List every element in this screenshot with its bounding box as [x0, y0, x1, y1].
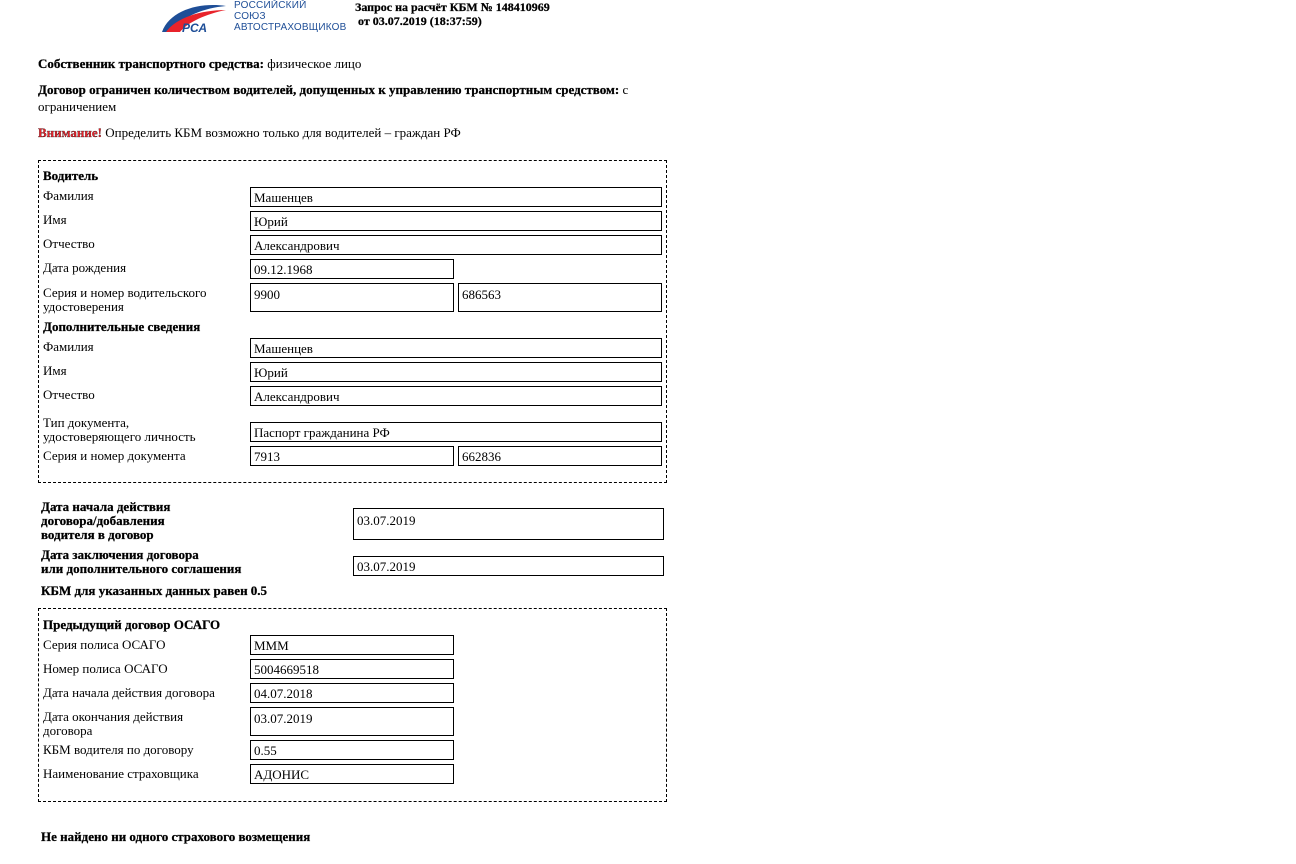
limit-value-part2: ограничением	[38, 99, 117, 114]
previous-end-field: 03.07.2019	[250, 707, 454, 736]
additional-doc-series-field: 7913	[250, 446, 454, 466]
driver-surname-field: Машенцев	[250, 187, 662, 207]
logo-line3: АВТОСТРАХОВЩИКОВ	[234, 22, 347, 33]
previous-number-field: 5004669518	[250, 659, 454, 679]
driver-birth-label: Дата рождения	[43, 260, 127, 275]
additional-surname-field: Машенцев	[250, 338, 662, 358]
contract-start-field: 03.07.2019	[353, 508, 664, 540]
request-number: Запрос на расчёт КБМ № 148410969	[355, 0, 550, 14]
additional-section-title: Дополнительные сведения	[43, 319, 201, 334]
no-compensation-notice: Не найдено ни одного страхового возмещения	[41, 829, 311, 844]
previous-number-label: Номер полиса ОСАГО	[43, 661, 168, 676]
rsa-emblem-icon	[160, 2, 228, 34]
limit-value-part1: с	[622, 82, 629, 97]
previous-start-field: 04.07.2018	[250, 683, 454, 703]
previous-kbm-label: КБМ водителя по договору	[43, 742, 194, 757]
rsa-logo	[160, 0, 347, 36]
logo-line2: СОЮЗ	[234, 11, 266, 22]
previous-series-label: Серия полиса ОСАГО	[43, 637, 166, 652]
notice-text: Определить КБМ возможно только для водителей – граждан РФ	[105, 125, 461, 140]
driver-section-title: Водитель	[43, 168, 99, 183]
additional-name-field: Юрий	[250, 362, 662, 382]
additional-patronymic-label: Отчество	[43, 387, 95, 402]
notice-line	[38, 125, 461, 141]
request-title	[355, 0, 550, 28]
previous-end-label: Дата окончания действия договора	[43, 709, 184, 738]
driver-birth-field: 09.12.1968	[250, 259, 454, 279]
limit-line	[38, 81, 628, 115]
additional-doc-number-field: 662836	[458, 446, 662, 466]
driver-name-field: Юрий	[250, 211, 662, 231]
driver-patronymic-label: Отчество	[43, 236, 95, 251]
contract-start-label: Дата начала действия договора/добавления водителя в договор	[41, 499, 171, 542]
contract-conclusion-field: 03.07.2019	[353, 556, 664, 576]
notice-label: Внимание!	[38, 125, 102, 140]
logo-line1: РОССИЙСКИЙ	[234, 0, 307, 11]
previous-kbm-field: 0.55	[250, 740, 454, 760]
driver-name-label: Имя	[43, 212, 67, 227]
limit-label: Договор ограничен количеством водителей, допущенных к управлению транспортным средством:	[38, 82, 620, 97]
additional-patronymic-field: Александрович	[250, 386, 662, 406]
previous-series-field: МММ	[250, 635, 454, 655]
owner-line	[38, 56, 361, 72]
additional-doc-type-field: Паспорт гражданина РФ	[250, 422, 662, 442]
previous-insurer-label: Наименование страховщика	[43, 766, 199, 781]
driver-license-label: Серия и номер водительского удостоверения	[43, 285, 207, 314]
previous-insurer-field: АДОНИС	[250, 764, 454, 784]
previous-section-title: Предыдущий договор ОСАГО	[43, 617, 221, 632]
driver-license-series-field: 9900	[250, 283, 454, 312]
request-date: от 03.07.2019 (18:37:59)	[358, 14, 482, 28]
additional-doc-num-label: Серия и номер документа	[43, 448, 186, 463]
rsa-abbr: РСА	[182, 21, 208, 34]
driver-patronymic-field: Александрович	[250, 235, 662, 255]
driver-license-number-field: 686563	[458, 283, 662, 312]
owner-label: Собственник транспортного средства:	[38, 56, 265, 71]
kbm-result: КБМ для указанных данных равен 0.5	[41, 583, 268, 598]
additional-doc-type-label: Тип документа, удостоверяющего личность	[43, 415, 196, 444]
driver-surname-label: Фамилия	[43, 188, 94, 203]
logo-text	[234, 0, 347, 33]
additional-name-label: Имя	[43, 363, 67, 378]
contract-conclusion-label: Дата заключения договора или дополнительного соглашения	[41, 547, 242, 576]
owner-value: физическое лицо	[267, 56, 362, 71]
previous-start-label: Дата начала действия договора	[43, 685, 215, 700]
additional-surname-label: Фамилия	[43, 339, 94, 354]
